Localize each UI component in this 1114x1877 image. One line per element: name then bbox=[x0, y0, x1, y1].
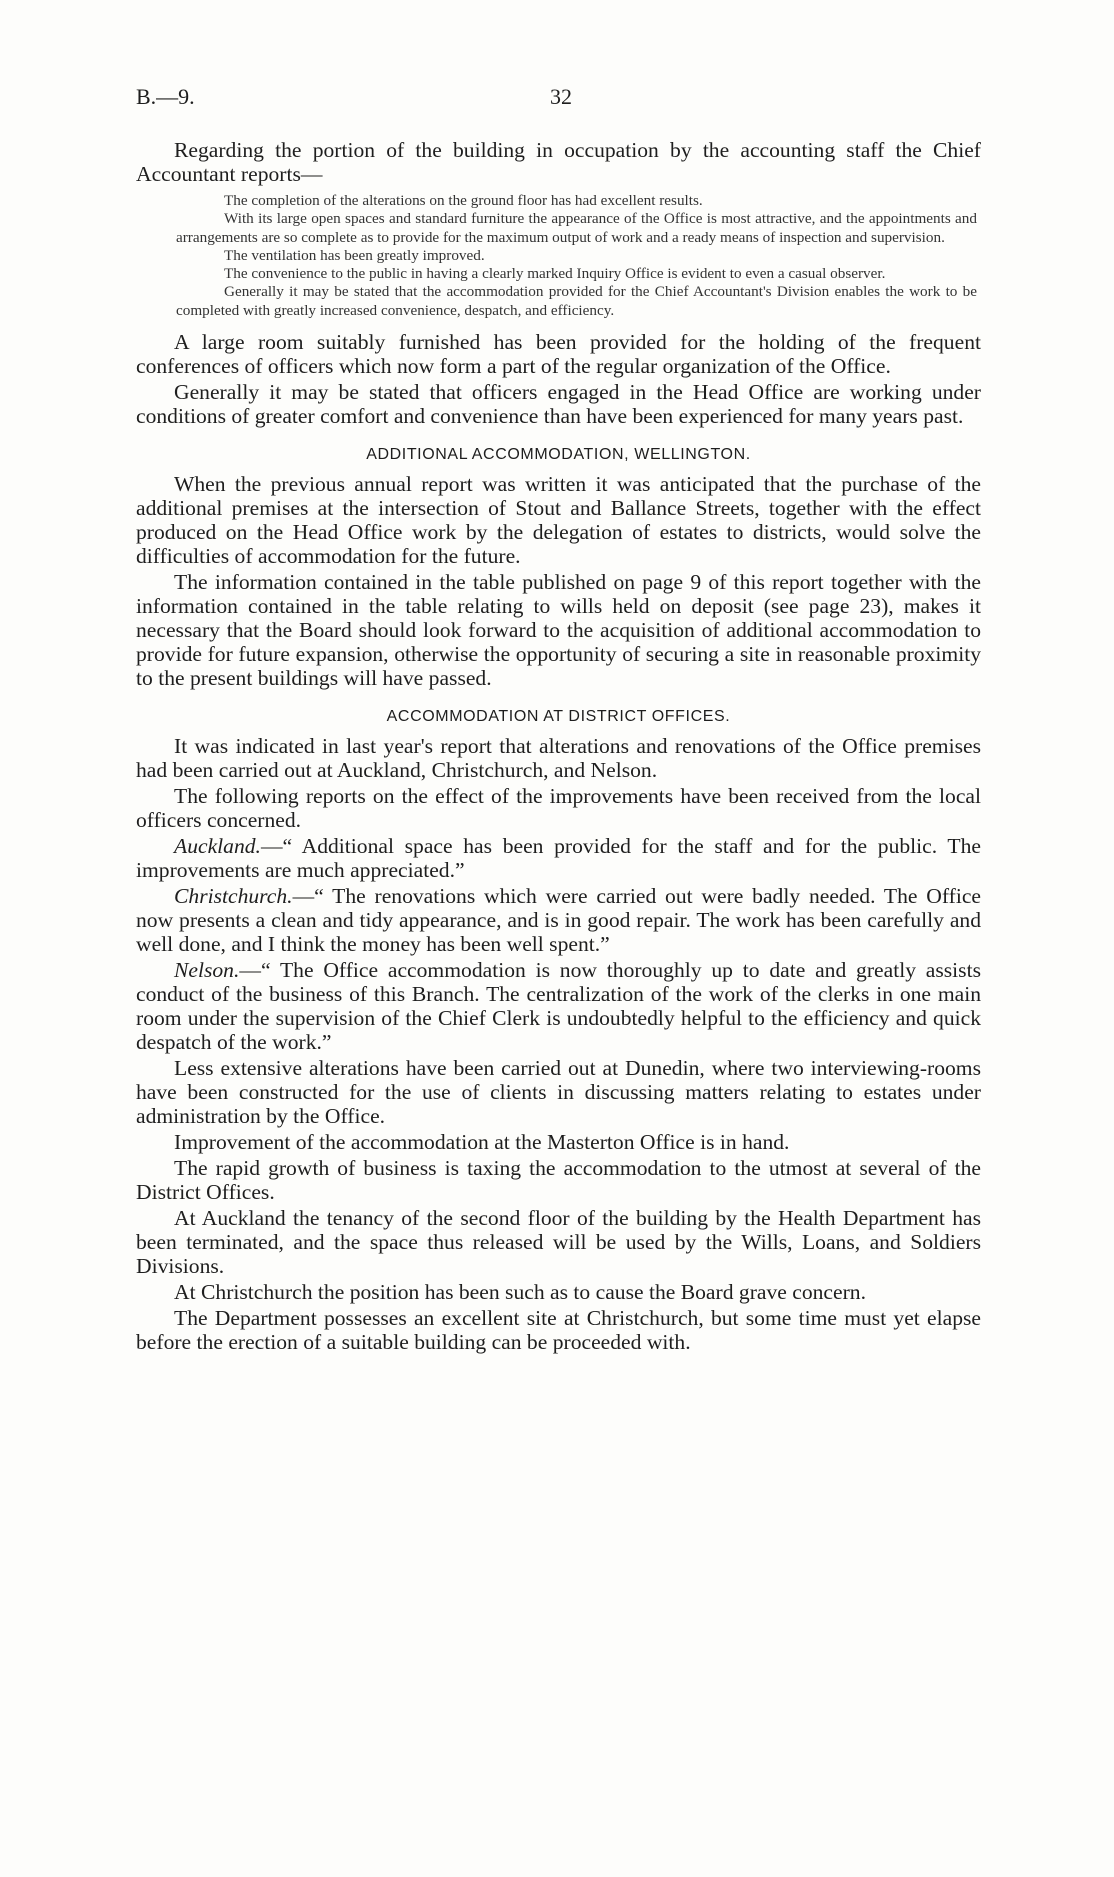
quote-paragraph: The ventilation has been greatly improved. bbox=[224, 246, 485, 264]
christchurch-report bbox=[136, 884, 981, 956]
office-name: Nelson. bbox=[174, 958, 240, 983]
page-number: 32 bbox=[550, 84, 572, 109]
paragraph: Generally it may be stated that officers engaged in the Head Office are working under conditions of greater comfort and convenience than have been experienced for many years past. bbox=[136, 380, 981, 429]
auckland-report bbox=[136, 834, 981, 882]
paragraph: The following reports on the effect of the improvements have been received from the local officers concerned. bbox=[136, 784, 981, 833]
paragraph: The rapid growth of business is taxing the accommodation to the utmost at several of the District Offices. bbox=[136, 1156, 981, 1205]
section-heading-wellington: ADDITIONAL ACCOMMODATION, WELLINGTON. bbox=[366, 446, 751, 464]
report-text: —“ Additional space has been provided for the staff and for the public. The improvements are much appreciated.” bbox=[136, 834, 981, 883]
report-reference: B.—9. bbox=[136, 84, 195, 109]
nelson-report bbox=[136, 958, 981, 1054]
paragraph: It was indicated in last year's report that alterations and renovations of the Office premises had been carried out at Auckland, Christchurch, and Nelson. bbox=[136, 734, 981, 783]
report-text: —“ The Office accommodation is now thoroughly up to date and greatly assists conduct of the business of this Branch. The centralization of the work of the clerks in one main room under the supervision of the Chief Clerk is undoubtedly helpful to the efficiency and quick despatch of the work.” bbox=[136, 958, 981, 1055]
section-heading-district-offices: ACCOMMODATION AT DISTRICT OFFICES. bbox=[386, 708, 731, 726]
quote-paragraph: The convenience to the public in having a clearly marked Inquiry Office is evident to even a casual observer. bbox=[224, 265, 886, 283]
paragraph: At Auckland the tenancy of the second floor of the building by the Health Department has been terminated, and the space thus released will be used by the Wills, Loans, and Soldiers Divisions. bbox=[136, 1206, 981, 1279]
paragraph: Less extensive alterations have been carried out at Dunedin, where two interviewing-rooms have been constructed for the use of clients in discussing matters relating to estates under administration by the Office. bbox=[136, 1056, 981, 1129]
page-body bbox=[136, 138, 981, 1356]
paragraph: The Department possesses an excellent site at Christchurch, but some time must yet elapse before the erection of a suitable building can be proceeded with. bbox=[136, 1306, 981, 1355]
office-name: Christchurch. bbox=[174, 884, 293, 909]
paragraph: Improvement of the accommodation at the Masterton Office is in hand. bbox=[174, 1130, 790, 1155]
report-text: —“ The renovations which were carried out were badly needed. The Office now presents a clean and tidy appearance, and is in good repair. The work has been carefully and well done, and I think the money has been well spent.” bbox=[136, 884, 981, 957]
chief-accountant-quote bbox=[176, 192, 977, 320]
paragraph: At Christchurch the position has been such as to cause the Board grave concern. bbox=[174, 1280, 866, 1305]
quote-paragraph: With its large open spaces and standard furniture the appearance of the Office is most attractive, and the appointments and arrangements are so complete as to provide for the maximum output of work and a ready means of inspection and supervision. bbox=[176, 210, 977, 246]
office-name: Auckland. bbox=[174, 834, 261, 859]
paragraph: When the previous annual report was written it was anticipated that the purchase of the additional premises at the intersection of Stout and Ballance Streets, together with the effect produced on the Head Office work by the delegation of estates to districts, would solve the difficulties of accommodation for the future. bbox=[136, 472, 981, 569]
intro-paragraph: Regarding the portion of the building in occupation by the accounting staff the Chief Accountant reports— bbox=[136, 138, 981, 186]
paragraph: The information contained in the table published on page 9 of this report together with the information contained in the table relating to wills held on deposit (see page 23), makes it necessary that the Board should look forward to the acquisition of additional accommodation to provide for future expansion, otherwise the opportunity of securing a site in reasonable proximity to the present buildings will have passed. bbox=[136, 570, 981, 691]
paragraph: A large room suitably furnished has been provided for the holding of the frequent conferences of officers which now form a part of the regular organization of the Office. bbox=[136, 330, 981, 379]
quote-paragraph: Generally it may be stated that the accommodation provided for the Chief Accountant's Division enables the work to be completed with greatly increased convenience, despatch, and efficiency. bbox=[176, 283, 977, 319]
quote-paragraph: The completion of the alterations on the ground floor has had excellent results. bbox=[224, 192, 703, 209]
